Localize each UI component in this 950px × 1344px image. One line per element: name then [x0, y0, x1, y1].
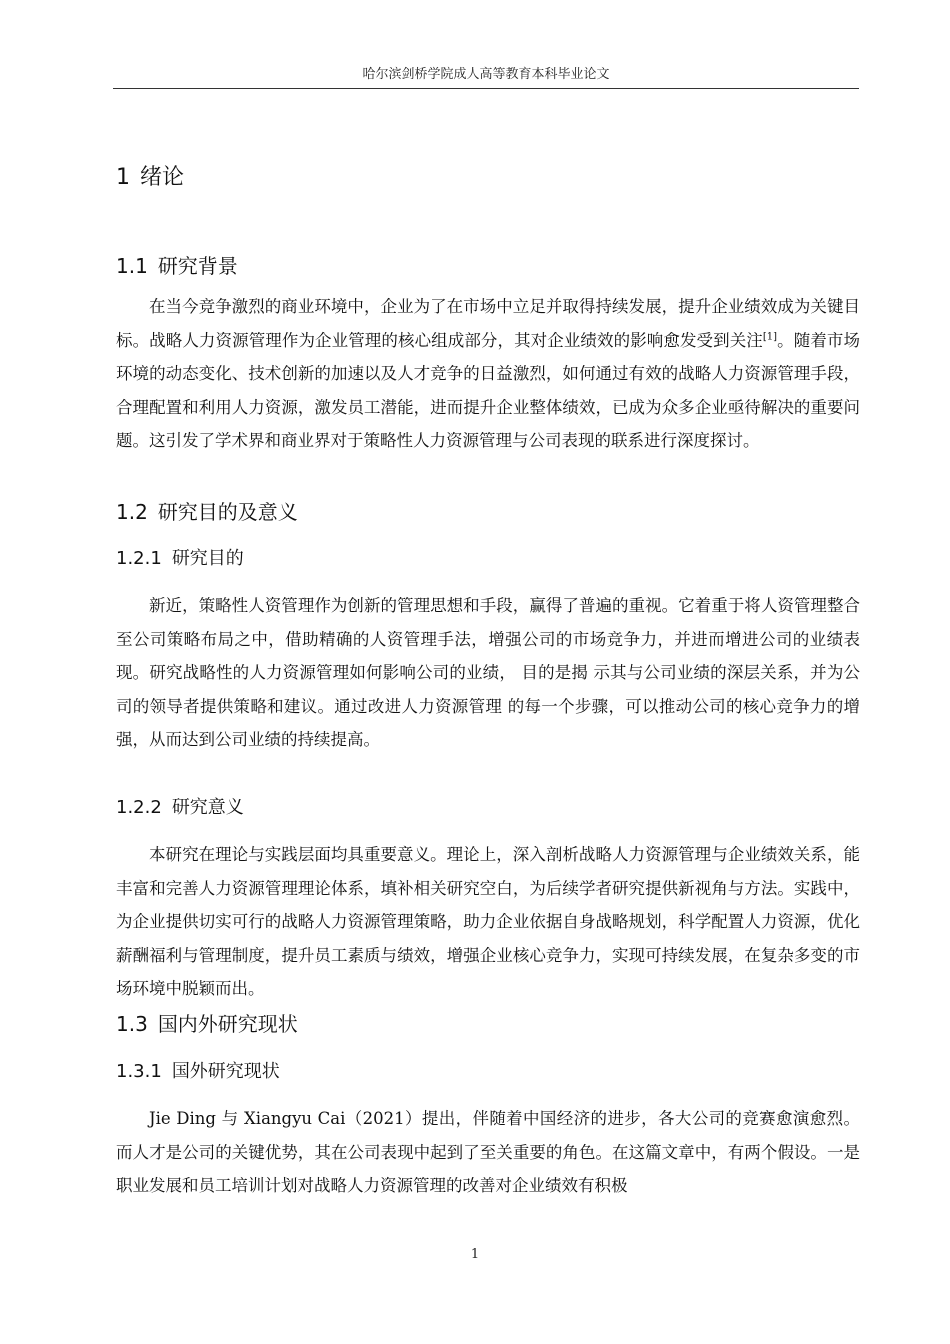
- heading-number: 1.2: [116, 500, 148, 524]
- chapter-heading-1: [116, 163, 184, 193]
- section-heading-1-2: [116, 498, 298, 526]
- heading-number: 1.1: [116, 254, 148, 278]
- heading-title: 绪论: [140, 165, 185, 190]
- heading-number: 1: [116, 165, 130, 190]
- citation-marker: [1]: [762, 331, 778, 342]
- paragraph-purpose: 新近，策略性人资管理作为创新的管理思想和手段，赢得了普遍的重视。它着重于将人资管理整合至公司策略布局之中，借助精确的人资管理手法，增强公司的市场竞争力，并进而增进公司的业绩表现。研究战略性的人力资源管理如何影响公司的业绩， 目的是揭 示其与公司业绩的深层关系，并为公司的领导者提供策略和建议。通过改进人力资源管理 的每一个步骤，可以推动公司的核心竞争力的增强，从而达到公司业绩的持续提高。: [116, 596, 860, 749]
- paragraph-foreign-research: Jie Ding 与 Xiangyu Cai（2021）提出，伴随着中国经济的进步，各大公司的竞赛愈演愈烈。而人才是公司的关键优势，其在公司表现中起到了至关重要的角色。在这篇文章中，有两个假设。一是职业发展和员工培训计划对战略人力资源管理的改善对企业绩效有积极: [116, 1109, 860, 1195]
- header-title: 哈尔滨剑桥学院成人高等教育本科毕业论文: [362, 67, 610, 82]
- heading-title: 研究目的: [171, 548, 244, 569]
- heading-number: 1.2.2: [116, 797, 162, 818]
- page-header: [113, 66, 859, 89]
- heading-title: 国内外研究现状: [157, 1012, 298, 1036]
- page-number: 1: [470, 1247, 480, 1262]
- heading-number: 1.2.1: [116, 548, 162, 569]
- heading-title: 研究意义: [171, 797, 244, 818]
- paragraph-background: [116, 290, 860, 458]
- heading-title: 研究背景: [157, 254, 238, 278]
- paragraph-significance: 本研究在理论与实践层面均具重要意义。理论上，深入剖析战略人力资源管理与企业绩效关系，能丰富和完善人力资源管理理论体系，填补相关研究空白，为后续学者研究提供新视角与方法。实践中，为企业提供切实可行的战略人力资源管理策略，助力企业依据自身战略规划，科学配置人力资源，优化薪酬福利与管理制度，提升员工素质与绩效，增强企业核心竞争力，实现可持续发展，在复杂多变的市场环境中脱颖而出。: [116, 845, 860, 998]
- section-heading-1-3: [116, 1010, 298, 1038]
- heading-number: 1.3.1: [116, 1061, 162, 1082]
- section-heading-1-1: [116, 252, 238, 280]
- paragraph-text: 。随着市场环境的动态变化、技术创新的加速以及人才竞争的日益激烈，如何通过有效的战略人力资源管理手段，合理配置和利用人力资源，激发员工潜能，进而提升企业整体绩效，已成为众多企业亟待解决的重要问题。这引发了学术界和商业界对于策略性人力资源管理与公司表现的联系进行深度探讨。: [116, 330, 861, 450]
- subsection-heading-1-3-1: [116, 1059, 280, 1085]
- subsection-heading-1-2-1: [116, 546, 244, 572]
- subsection-heading-1-2-2: [116, 795, 244, 821]
- heading-title: 国外研究现状: [171, 1061, 280, 1082]
- heading-title: 研究目的及意义: [157, 500, 298, 524]
- paragraph-text: 在当今竞争激烈的商业环境中，企业为了在市场中立足并取得持续发展，提升企业绩效成为关键目标。战略人力资源管理作为企业管理的核心组成部分，其对企业绩效的影响愈发受到关注: [116, 297, 860, 350]
- heading-number: 1.3: [116, 1012, 148, 1036]
